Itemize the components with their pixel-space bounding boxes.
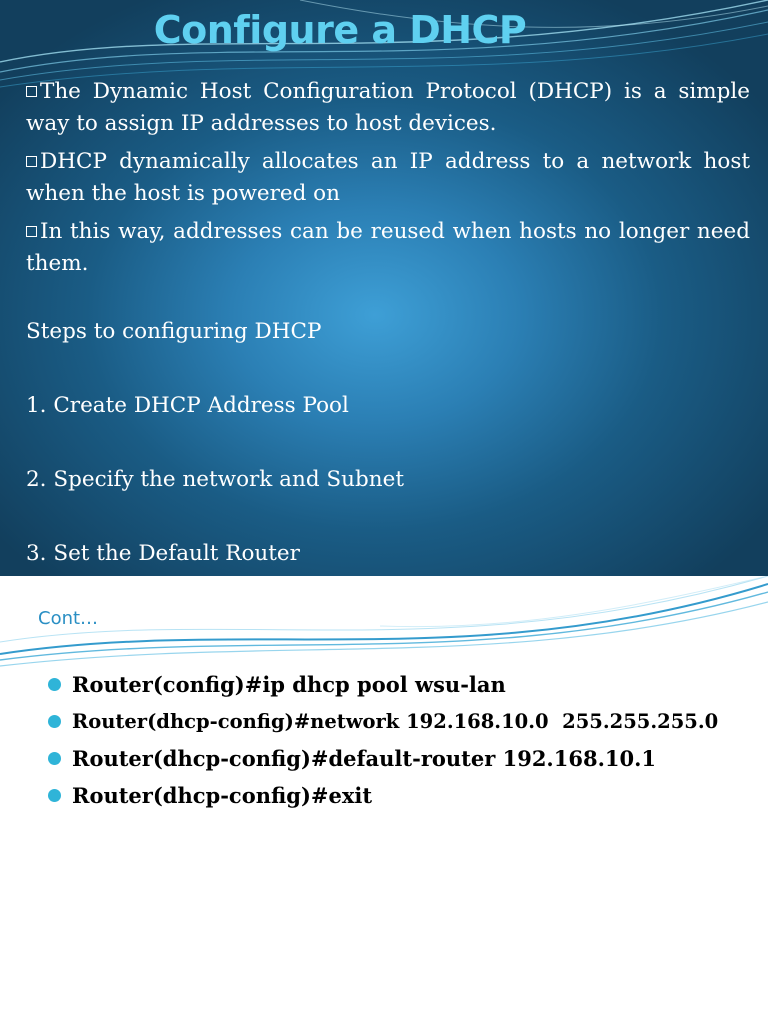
circle-bullet-icon xyxy=(48,789,61,802)
bullet-text: The Dynamic Host Configuration Protocol (DHCP) is a simple way to assign IP addresses to host devices. xyxy=(26,79,750,136)
circle-bullet-icon xyxy=(48,678,61,691)
bullet-text: DHCP dynamically allocates an IP address to a network host when the host is powered on xyxy=(26,149,750,206)
command-text: Router(dhcp-config)#default-router 192.168.10.1 xyxy=(72,746,657,771)
list-item xyxy=(48,740,718,777)
command-text: Router(config)#ip dhcp pool wsu-lan xyxy=(72,672,506,697)
slide-title: Configure a DHCP xyxy=(153,8,527,52)
checkbox-square-icon xyxy=(26,156,37,167)
checkbox-square-icon xyxy=(26,226,37,237)
bullet-text: In this way, addresses can be reused when hosts no longer need them. xyxy=(26,219,750,276)
circle-bullet-icon xyxy=(48,715,61,728)
step-item: 3. Set the Default Router xyxy=(26,541,300,566)
list-item xyxy=(48,703,718,740)
step-item: 2. Specify the network and Subnet xyxy=(26,467,404,492)
list-item xyxy=(48,777,718,814)
command-text: Router(dhcp-config)#exit xyxy=(72,783,373,808)
list-item xyxy=(48,666,718,703)
slide-title: Cont… xyxy=(38,608,99,629)
bullet-paragraph xyxy=(26,216,750,280)
command-list xyxy=(48,666,718,814)
circle-bullet-icon xyxy=(48,752,61,765)
slide-cont xyxy=(0,576,768,1024)
header-wave-decoration xyxy=(0,576,768,676)
bullet-paragraph xyxy=(26,146,750,210)
checkbox-square-icon xyxy=(26,86,37,97)
steps-heading: Steps to configuring DHCP xyxy=(26,319,322,344)
command-text: Router(dhcp-config)#network 192.168.10.0 255.255.255.0 xyxy=(72,710,719,733)
slide-body xyxy=(26,76,750,570)
step-item: 1. Create DHCP Address Pool xyxy=(26,393,349,418)
bullet-paragraph xyxy=(26,76,750,140)
